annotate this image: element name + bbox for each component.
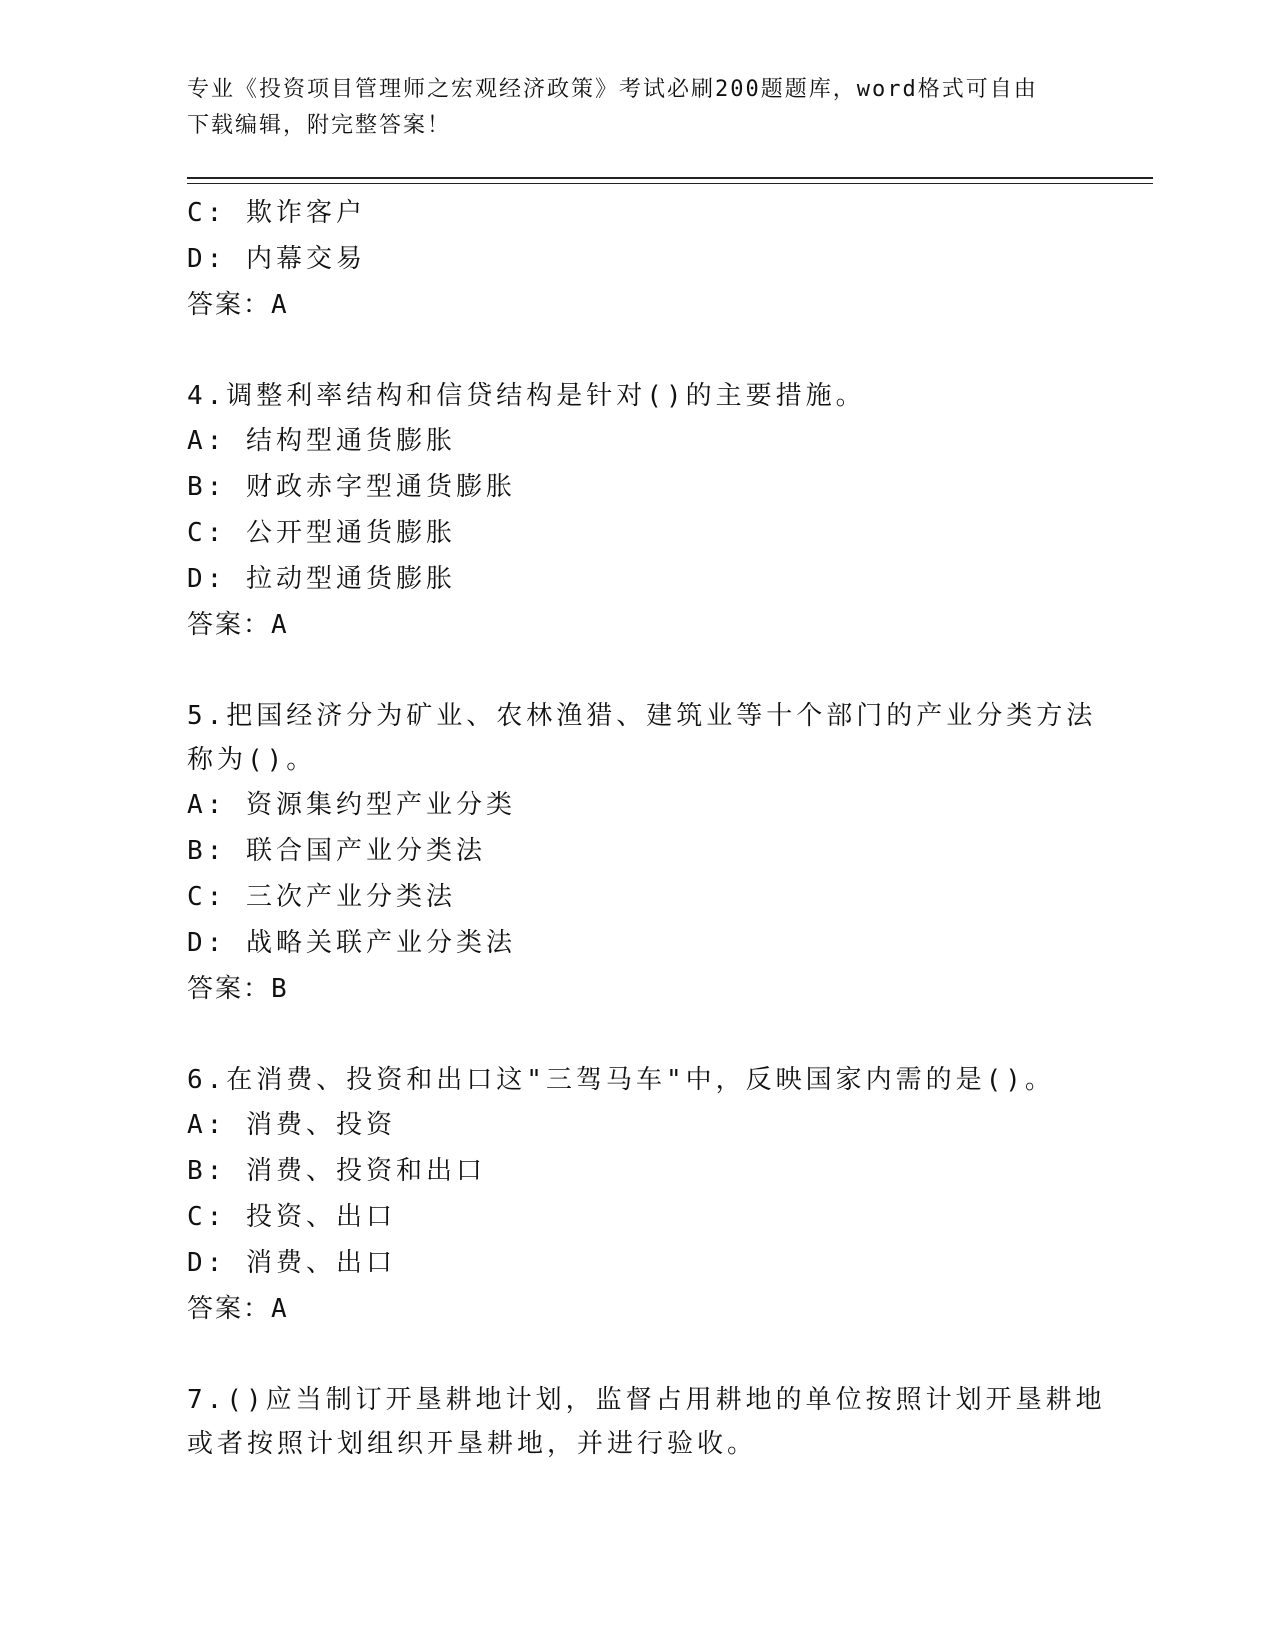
option-d: D: 消费、出口 [187,1248,396,1278]
option-a: A: 结构型通货膨胀 [187,426,456,456]
spacer [187,1012,1087,1058]
question-text: 5.把国经济分为矿业、农林渔猎、建筑业等十个部门的产业分类方法 [187,701,1097,731]
answer-line: 答案：A [187,1294,289,1324]
header-line-2: 下载编辑，附完整答案！ [187,113,452,138]
question-text-continued: 或者按照计划组织开垦耕地，并进行验收。 [187,1429,758,1459]
option-d: D: 战略关联产业分类法 [187,928,516,958]
header-rule-thin [187,183,1153,184]
spacer [187,328,1087,374]
option-a: A: 消费、投资 [187,1110,396,1140]
option-a: A: 资源集约型产业分类 [187,790,516,820]
question-block-3-tail [187,190,1087,328]
spacer [187,1332,1087,1378]
option-c: C: 欺诈客户 [187,198,366,228]
answer-line: 答案：A [187,290,289,320]
option-c: C: 投资、出口 [187,1202,396,1232]
option-d: D: 拉动型通货膨胀 [187,564,456,594]
question-text: 7.()应当制订开垦耕地计划，监督占用耕地的单位按照计划开垦耕地 [187,1385,1106,1415]
question-text: 6.在消费、投资和出口这"三驾马车"中，反映国家内需的是()。 [187,1065,1055,1095]
question-block-4 [187,374,1087,648]
question-block-7 [187,1378,1106,1466]
option-b: B: 财政赤字型通货膨胀 [187,472,516,502]
option-d: D: 内幕交易 [187,244,366,274]
spacer [187,648,1087,694]
option-b: B: 消费、投资和出口 [187,1156,486,1186]
option-c: C: 公开型通货膨胀 [187,518,456,548]
question-block-5 [187,694,1097,1012]
answer-line: 答案：B [187,974,289,1004]
header-rule-thick [187,177,1153,179]
header-line-1: 专业《投资项目管理师之宏观经济政策》考试必刷200题题库，word格式可自由 [187,77,1038,102]
question-text: 4.调整利率结构和信贷结构是针对()的主要措施。 [187,381,866,411]
document-header [187,72,1067,144]
question-content [187,190,1106,1466]
question-text-continued: 称为()。 [187,745,317,775]
option-c: C: 三次产业分类法 [187,882,456,912]
question-block-6 [187,1058,1087,1332]
answer-line: 答案：A [187,610,289,640]
option-b: B: 联合国产业分类法 [187,836,486,866]
